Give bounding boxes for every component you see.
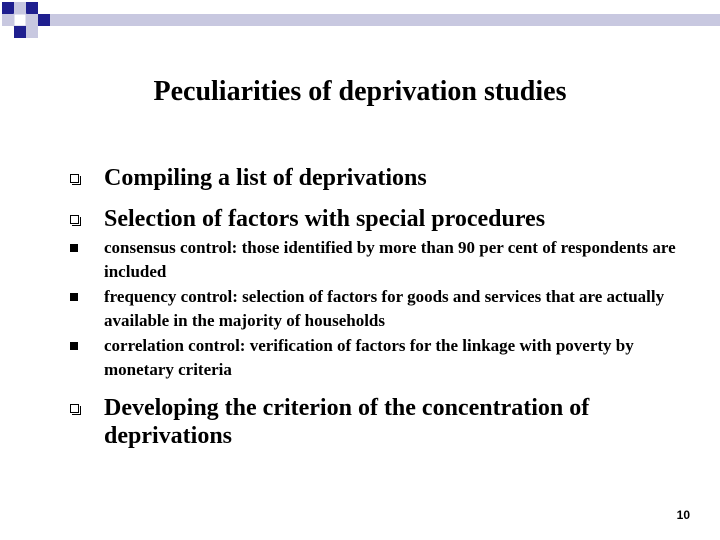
filled-square-bullet-icon [70,293,78,301]
deco-square-7 [14,26,26,38]
hollow-square-bullet-icon [70,215,79,224]
bullet-text: Developing the criterion of the concentration of deprivations [104,395,590,449]
filled-square-bullet-icon [70,342,78,350]
hollow-square-bullet-icon [70,404,79,413]
deco-square-3 [26,2,38,14]
bullet-text: Compiling a list of deprivations [104,165,427,191]
bullet-text: frequency control: selection of factors for goods and services that are actually available in the majority of households [104,287,665,330]
slide-title: Peculiarities of deprivation studies [153,76,567,107]
bullet-text: correlation control: verification of factors for the linkage with poverty by monetary criteria [104,336,634,379]
deco-bar-dark [38,14,50,26]
deco-square-8 [26,26,38,38]
bullet-text: Selection of factors with special procedures [104,206,546,232]
deco-square-5 [14,14,26,26]
deco-square-1 [2,2,14,14]
deco-square-6 [26,14,38,26]
hollow-square-bullet-icon [70,174,79,183]
deco-bar-light [50,14,720,26]
deco-square-4 [2,14,14,26]
page-number: 10 [676,508,690,522]
bullet-text: consensus control: those identified by more than 90 per cent of respondents are included [104,238,676,281]
deco-square-2 [14,2,26,14]
corner-decoration [0,0,720,48]
filled-square-bullet-icon [70,244,78,252]
